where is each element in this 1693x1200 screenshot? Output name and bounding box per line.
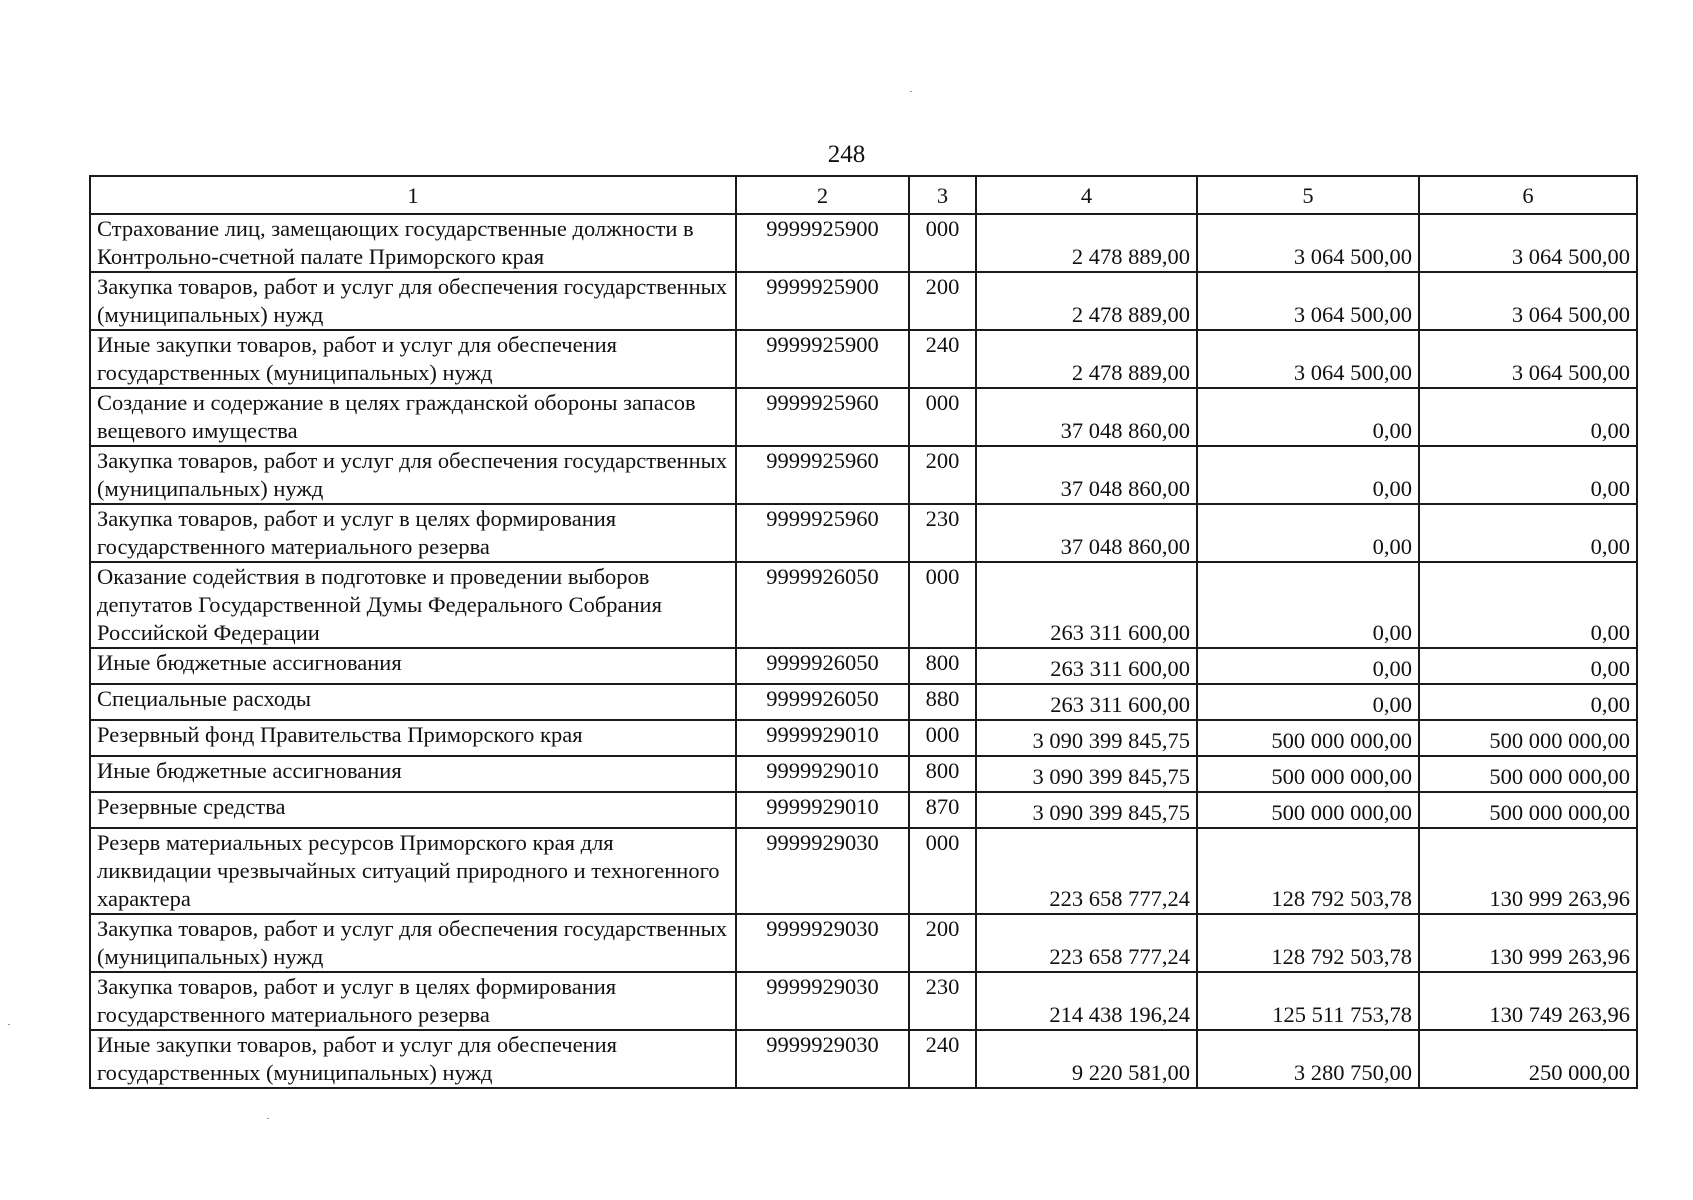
row-value-col5: 0,00 bbox=[1197, 684, 1419, 720]
row-value-col4: 9 220 581,00 bbox=[976, 1030, 1197, 1088]
scan-speck bbox=[910, 91, 912, 92]
row-code-cell: 9999929030 bbox=[736, 972, 909, 1030]
row-kvr-cell: 000 bbox=[909, 720, 976, 756]
table-row bbox=[90, 446, 1637, 504]
row-kvr-cell: 200 bbox=[909, 272, 976, 330]
row-value-col6: 130 999 263,96 bbox=[1419, 914, 1637, 972]
row-kvr-cell: 000 bbox=[909, 562, 976, 648]
row-value-col5: 0,00 bbox=[1197, 648, 1419, 684]
row-value-col5: 128 792 503,78 bbox=[1197, 914, 1419, 972]
row-value-col6: 250 000,00 bbox=[1419, 1030, 1637, 1088]
row-value-col5: 128 792 503,78 bbox=[1197, 828, 1419, 914]
row-value-col5: 500 000 000,00 bbox=[1197, 756, 1419, 792]
table-header-row bbox=[90, 176, 1637, 214]
budget-table bbox=[89, 175, 1638, 1089]
table-row bbox=[90, 648, 1637, 684]
row-name-cell: Иные бюджетные ассигнования bbox=[90, 648, 736, 684]
column-header: 6 bbox=[1419, 176, 1637, 214]
scan-speck bbox=[8, 1024, 10, 1025]
row-kvr-cell: 200 bbox=[909, 446, 976, 504]
table-row bbox=[90, 388, 1637, 446]
row-name-cell: Закупка товаров, работ и услуг в целях формирования государственного материального резерва bbox=[90, 972, 736, 1030]
row-kvr-cell: 240 bbox=[909, 330, 976, 388]
row-value-col4: 37 048 860,00 bbox=[976, 504, 1197, 562]
row-value-col6: 3 064 500,00 bbox=[1419, 272, 1637, 330]
table-row bbox=[90, 720, 1637, 756]
row-code-cell: 9999925960 bbox=[736, 504, 909, 562]
row-kvr-cell: 000 bbox=[909, 828, 976, 914]
row-name-cell: Специальные расходы bbox=[90, 684, 736, 720]
table-row bbox=[90, 214, 1637, 272]
row-value-col6: 130 999 263,96 bbox=[1419, 828, 1637, 914]
row-value-col4: 263 311 600,00 bbox=[976, 562, 1197, 648]
row-code-cell: 9999925900 bbox=[736, 214, 909, 272]
row-value-col5: 500 000 000,00 bbox=[1197, 792, 1419, 828]
table-row bbox=[90, 792, 1637, 828]
row-value-col6: 0,00 bbox=[1419, 562, 1637, 648]
table-row bbox=[90, 684, 1637, 720]
row-value-col5: 0,00 bbox=[1197, 504, 1419, 562]
row-value-col5: 0,00 bbox=[1197, 388, 1419, 446]
row-value-col6: 3 064 500,00 bbox=[1419, 330, 1637, 388]
row-value-col4: 223 658 777,24 bbox=[976, 828, 1197, 914]
row-name-cell: Закупка товаров, работ и услуг в целях формирования государственного материального резерва bbox=[90, 504, 736, 562]
row-value-col5: 0,00 bbox=[1197, 446, 1419, 504]
row-code-cell: 9999925960 bbox=[736, 446, 909, 504]
row-value-col4: 3 090 399 845,75 bbox=[976, 720, 1197, 756]
row-value-col4: 2 478 889,00 bbox=[976, 330, 1197, 388]
column-header: 5 bbox=[1197, 176, 1419, 214]
row-value-col4: 263 311 600,00 bbox=[976, 684, 1197, 720]
row-value-col4: 3 090 399 845,75 bbox=[976, 792, 1197, 828]
row-name-cell: Закупка товаров, работ и услуг для обеспечения государственных (муниципальных) нужд bbox=[90, 446, 736, 504]
row-name-cell: Закупка товаров, работ и услуг для обеспечения государственных (муниципальных) нужд bbox=[90, 914, 736, 972]
row-name-cell: Резервный фонд Правительства Приморского края bbox=[90, 720, 736, 756]
row-value-col5: 3 280 750,00 bbox=[1197, 1030, 1419, 1088]
table-row bbox=[90, 756, 1637, 792]
row-value-col5: 125 511 753,78 bbox=[1197, 972, 1419, 1030]
row-code-cell: 9999926050 bbox=[736, 562, 909, 648]
row-value-col6: 0,00 bbox=[1419, 446, 1637, 504]
row-name-cell: Закупка товаров, работ и услуг для обеспечения государственных (муниципальных) нужд bbox=[90, 272, 736, 330]
row-kvr-cell: 200 bbox=[909, 914, 976, 972]
column-header: 3 bbox=[909, 176, 976, 214]
row-code-cell: 9999929010 bbox=[736, 792, 909, 828]
row-value-col6: 0,00 bbox=[1419, 648, 1637, 684]
row-value-col5: 3 064 500,00 bbox=[1197, 330, 1419, 388]
row-code-cell: 9999926050 bbox=[736, 648, 909, 684]
row-kvr-cell: 240 bbox=[909, 1030, 976, 1088]
row-code-cell: 9999929030 bbox=[736, 914, 909, 972]
row-value-col4: 263 311 600,00 bbox=[976, 648, 1197, 684]
column-header: 2 bbox=[736, 176, 909, 214]
table-row bbox=[90, 828, 1637, 914]
row-value-col4: 37 048 860,00 bbox=[976, 388, 1197, 446]
row-value-col6: 500 000 000,00 bbox=[1419, 792, 1637, 828]
row-value-col6: 130 749 263,96 bbox=[1419, 972, 1637, 1030]
row-code-cell: 9999926050 bbox=[736, 684, 909, 720]
table-row bbox=[90, 504, 1637, 562]
row-value-col4: 2 478 889,00 bbox=[976, 214, 1197, 272]
row-kvr-cell: 000 bbox=[909, 214, 976, 272]
row-value-col6: 0,00 bbox=[1419, 388, 1637, 446]
column-header: 1 bbox=[90, 176, 736, 214]
row-kvr-cell: 880 bbox=[909, 684, 976, 720]
table-row bbox=[90, 272, 1637, 330]
row-value-col6: 3 064 500,00 bbox=[1419, 214, 1637, 272]
table-row bbox=[90, 330, 1637, 388]
row-value-col5: 500 000 000,00 bbox=[1197, 720, 1419, 756]
row-value-col6: 0,00 bbox=[1419, 684, 1637, 720]
column-header: 4 bbox=[976, 176, 1197, 214]
table-row bbox=[90, 1030, 1637, 1088]
table-row bbox=[90, 914, 1637, 972]
row-code-cell: 9999925900 bbox=[736, 330, 909, 388]
row-value-col6: 500 000 000,00 bbox=[1419, 720, 1637, 756]
row-kvr-cell: 000 bbox=[909, 388, 976, 446]
row-value-col4: 223 658 777,24 bbox=[976, 914, 1197, 972]
row-name-cell: Иные закупки товаров, работ и услуг для обеспечения государственных (муниципальных) нужд bbox=[90, 1030, 736, 1088]
row-kvr-cell: 230 bbox=[909, 504, 976, 562]
row-kvr-cell: 800 bbox=[909, 756, 976, 792]
row-name-cell: Иные бюджетные ассигнования bbox=[90, 756, 736, 792]
row-code-cell: 9999925960 bbox=[736, 388, 909, 446]
row-kvr-cell: 870 bbox=[909, 792, 976, 828]
row-value-col4: 37 048 860,00 bbox=[976, 446, 1197, 504]
table-row bbox=[90, 562, 1637, 648]
row-value-col4: 214 438 196,24 bbox=[976, 972, 1197, 1030]
row-kvr-cell: 230 bbox=[909, 972, 976, 1030]
row-name-cell: Иные закупки товаров, работ и услуг для обеспечения государственных (муниципальных) нужд bbox=[90, 330, 736, 388]
row-name-cell: Страхование лиц, замещающих государственные должности в Контрольно-счетной палате Приморского края bbox=[90, 214, 736, 272]
row-value-col4: 2 478 889,00 bbox=[976, 272, 1197, 330]
row-value-col6: 0,00 bbox=[1419, 504, 1637, 562]
row-value-col6: 500 000 000,00 bbox=[1419, 756, 1637, 792]
scan-speck bbox=[267, 1118, 269, 1119]
row-name-cell: Резерв материальных ресурсов Приморского края для ликвидации чрезвычайных ситуаций природного и техногенного характера bbox=[90, 828, 736, 914]
page-number: 248 bbox=[827, 141, 866, 168]
row-code-cell: 9999925900 bbox=[736, 272, 909, 330]
row-value-col4: 3 090 399 845,75 bbox=[976, 756, 1197, 792]
row-name-cell: Создание и содержание в целях гражданской обороны запасов вещевого имущества bbox=[90, 388, 736, 446]
row-kvr-cell: 800 bbox=[909, 648, 976, 684]
row-name-cell: Резервные средства bbox=[90, 792, 736, 828]
row-value-col5: 3 064 500,00 bbox=[1197, 272, 1419, 330]
row-code-cell: 9999929030 bbox=[736, 828, 909, 914]
row-code-cell: 9999929010 bbox=[736, 720, 909, 756]
row-value-col5: 3 064 500,00 bbox=[1197, 214, 1419, 272]
table-row bbox=[90, 972, 1637, 1030]
row-value-col5: 0,00 bbox=[1197, 562, 1419, 648]
row-name-cell: Оказание содействия в подготовке и проведении выборов депутатов Государственной Думы Федерального Собрания Российской Федерации bbox=[90, 562, 736, 648]
row-code-cell: 9999929010 bbox=[736, 756, 909, 792]
row-code-cell: 9999929030 bbox=[736, 1030, 909, 1088]
